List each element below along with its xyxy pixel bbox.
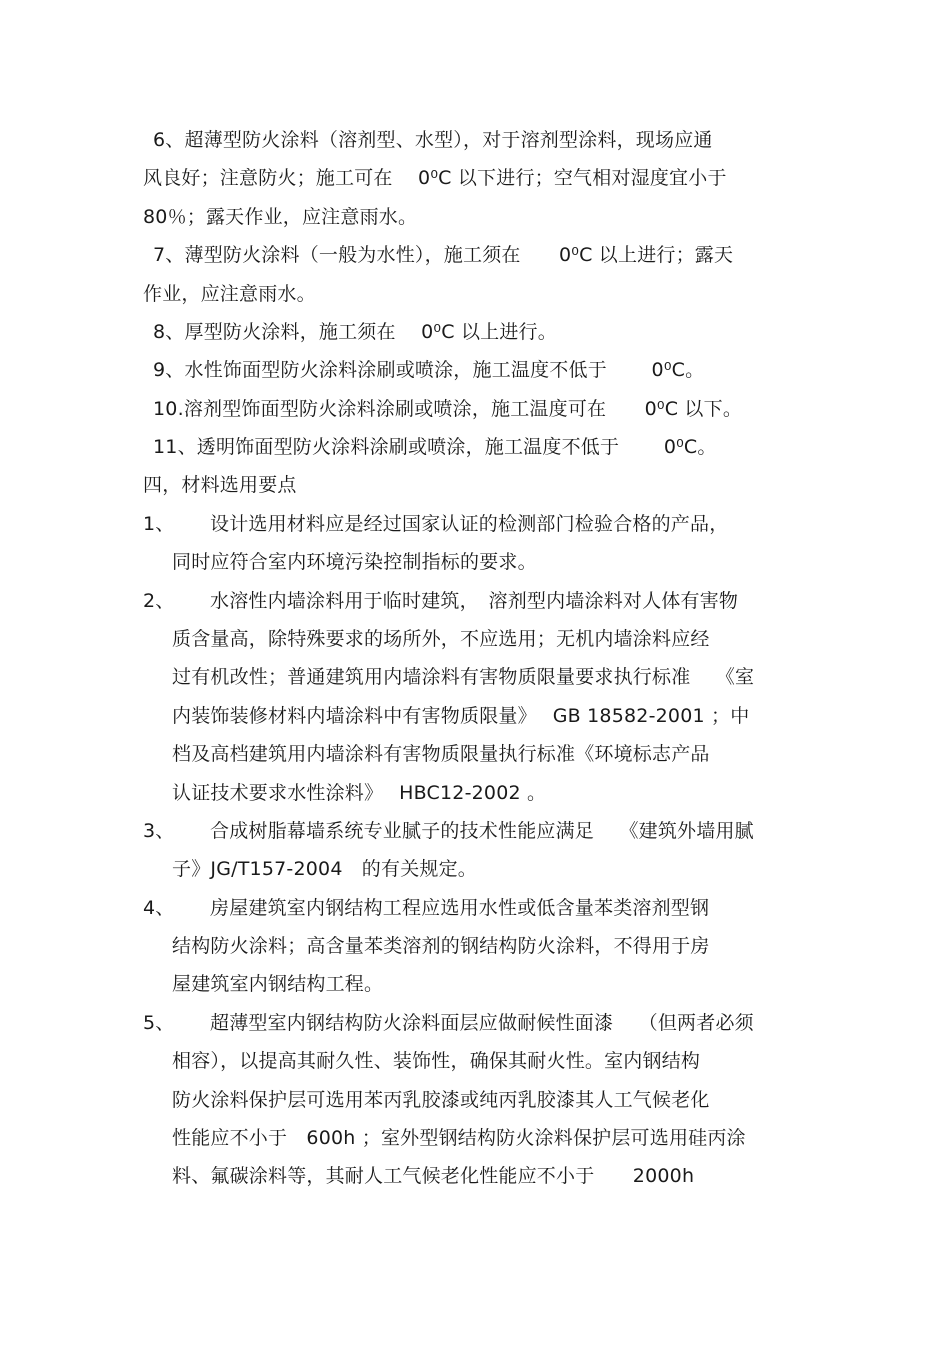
list-item-3-line-2: 子》JG/T157-2004 的有关规定。 (172, 858, 478, 880)
list-item-2-line-5: 档及高档建筑用内墙涂料有害物质限量执行标准《环境标志产品 (172, 743, 710, 765)
list-item-5-line-3: 防火涂料保护层可选用苯丙乳胶漆或纯丙乳胶漆其人工气候老化 (172, 1089, 710, 1111)
item-11-line-1: 11、透明饰面型防火涂料涂刷或喷涂，施工温度不低于 0⁰C。 (153, 436, 717, 458)
item-6-line-1: 6、超薄型防火涂料（溶剂型、水型），对于溶剂型涂料，现场应通 (153, 129, 713, 151)
item-7-line-1: 7、薄型防火涂料（一般为水性），施工须在 0⁰C 以上进行；露天 (153, 244, 734, 266)
list-number-5: 5、 (143, 1012, 175, 1034)
list-item-1-line-2: 同时应符合室内环境污染控制指标的要求。 (172, 551, 537, 573)
list-item-5-line-2: 相容），以提高其耐久性、装饰性，确保其耐火性。室内钢结构 (172, 1050, 701, 1072)
item-6-line-3: 80％；露天作业，应注意雨水。 (143, 206, 418, 228)
list-number-3: 3、 (143, 820, 175, 842)
list-item-2-line-4: 内装饰装修材料内墙涂料中有害物质限量》 GB 18582-2001 ；中 (172, 705, 750, 727)
list-item-3-line-1: 合成树脂幕墙系统专业腻子的技术性能应满足 《建筑外墙用腻 (210, 820, 754, 842)
list-item-5-line-4: 性能应不小于 600h ；室外型钢结构防火涂料保护层可选用硅丙涂 (172, 1127, 746, 1149)
section-heading: 四，材料选用要点 (143, 474, 297, 496)
item-7-line-2: 作业，应注意雨水。 (143, 283, 316, 305)
item-10-line-1: 10.溶剂型饰面型防火涂料涂刷或喷涂，施工温度可在 0⁰C 以下。 (153, 398, 743, 420)
list-number-4: 4、 (143, 897, 175, 919)
list-item-2-line-1: 水溶性内墙涂料用于临时建筑， 溶剂型内墙涂料对人体有害物 (210, 590, 739, 612)
list-item-5-line-5: 料、氟碳涂料等，其耐人工气候老化性能应不小于 2000h (172, 1165, 695, 1187)
list-item-5-line-1: 超薄型室内钢结构防火涂料面层应做耐候性面漆 （但两者必须 (210, 1012, 754, 1034)
list-item-2-line-3: 过有机改性；普通建筑用内墙涂料有害物质限量要求执行标准 《室 (172, 666, 755, 688)
list-item-2-line-2: 质含量高，除特殊要求的场所外，不应选用；无机内墙涂料应经 (172, 628, 710, 650)
list-item-4-line-3: 屋建筑室内钢结构工程。 (172, 973, 384, 995)
list-item-4-line-2: 结构防火涂料；高含量苯类溶剂的钢结构防火涂料，不得用于房 (172, 935, 710, 957)
item-6-line-2: 风良好；注意防火；施工可在 0⁰C 以下进行；空气相对湿度宜小于 (143, 167, 727, 189)
list-number-2: 2、 (143, 590, 175, 612)
list-item-1-line-1: 设计选用材料应是经过国家认证的检测部门检验合格的产品， (210, 513, 729, 535)
item-8-line-1: 8、厚型防火涂料，施工须在 0⁰C 以上进行。 (153, 321, 557, 343)
item-9-line-1: 9、水性饰面型防火涂料涂刷或喷涂，施工温度不低于 0⁰C。 (153, 359, 705, 381)
list-item-2-line-6: 认证技术要求水性涂料》 HBC12-2002 。 (172, 782, 547, 804)
list-item-4-line-1: 房屋建筑室内钢结构工程应选用水性或低含量苯类溶剂型钢 (210, 897, 710, 919)
list-number-1: 1、 (143, 513, 175, 535)
